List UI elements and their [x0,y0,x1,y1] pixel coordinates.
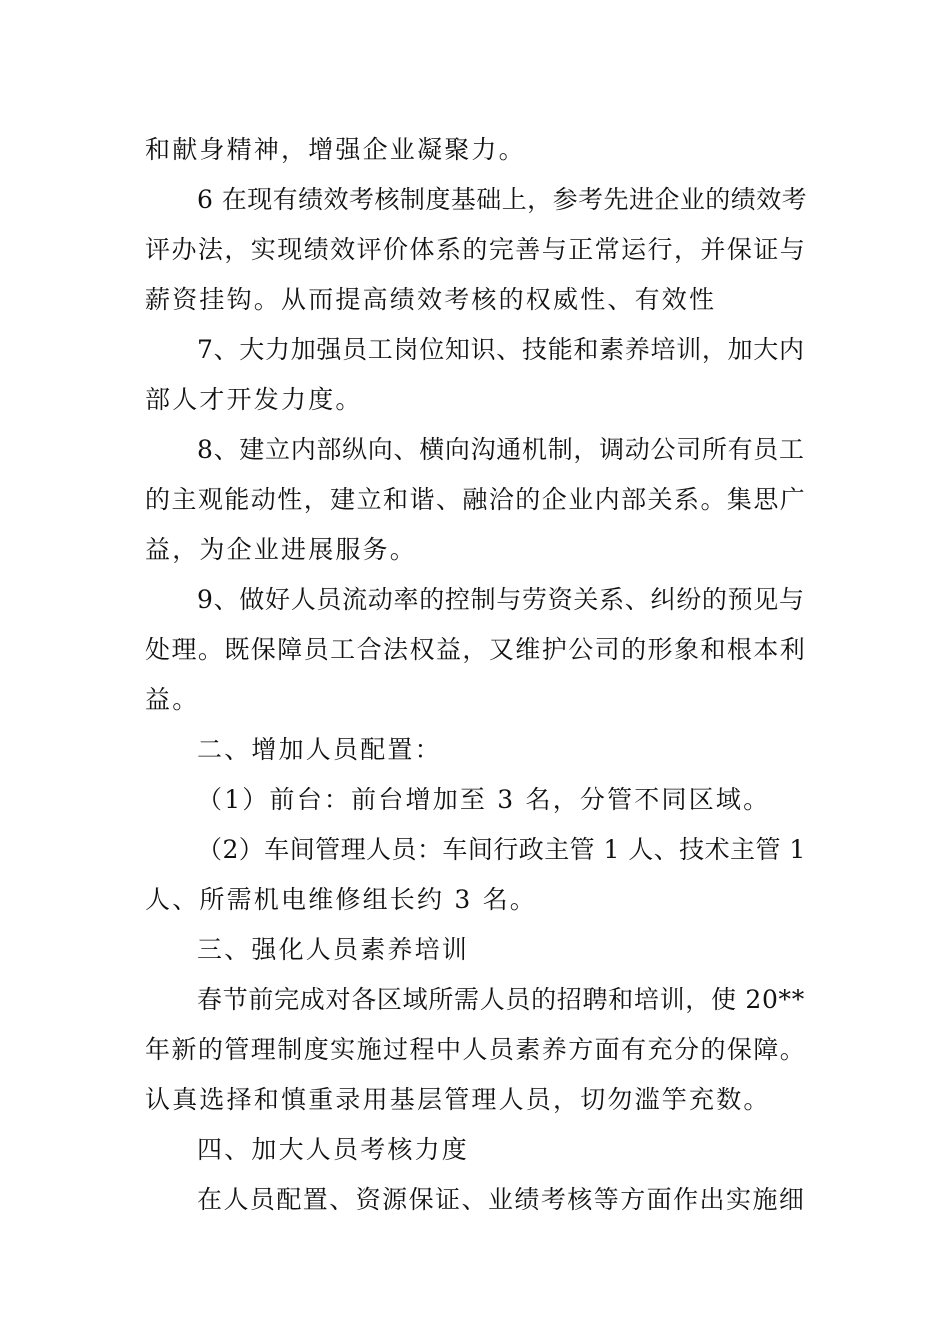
text-line: 9、做好人员流动率的控制与劳资关系、纠纷的预见与 [197,585,805,614]
text-line: 春节前完成对各区域所需人员的招聘和培训，使 20** [197,985,805,1014]
text-line: 8、建立内部纵向、横向沟通机制，调动公司所有员工 [197,435,805,464]
text-line: 益，为企业进展服务。 [145,535,418,564]
text-line: （2）车间管理人员：车间行政主管 1 人、技术主管 1 [197,835,806,864]
text-line: 和献身精神，增强企业凝聚力。 [145,135,526,164]
text-line: 评办法，实现绩效评价体系的完善与正常运行，并保证与 [145,235,807,264]
text-line: 认真选择和慎重录用基层管理人员，切勿滥竽充数。 [145,1085,771,1114]
text-line: 6 在现有绩效考核制度基础上，参考先进企业的绩效考 [197,185,808,214]
text-line: 处理。既保障员工合法权益，又维护公司的形象和根本利 [145,635,807,664]
text-line: 部人才开发力度。 [145,385,363,414]
text-line: 在人员配置、资源保证、业绩考核等方面作出实施细 [197,1185,806,1214]
text-line: 的主观能动性，建立和谐、融洽的企业内部关系。集思广 [145,485,807,514]
text-line: 薪资挂钩。从而提高绩效考核的权威性、有效性 [145,285,717,314]
text-line: 7、大力加强员工岗位知识、技能和素养培训，加大内 [197,335,805,364]
text-line: 人、所需机电维修组长约 3 名。 [145,885,538,914]
section-heading: 四、加大人员考核力度 [197,1135,470,1164]
text-line: 益。 [145,685,200,714]
section-heading: 二、增加人员配置： [197,735,442,764]
text-line: （1）前台：前台增加至 3 名，分管不同区域。 [197,785,771,814]
text-line: 年新的管理制度实施过程中人员素养方面有充分的保障。 [145,1035,807,1064]
section-heading: 三、强化人员素养培训 [197,935,470,964]
